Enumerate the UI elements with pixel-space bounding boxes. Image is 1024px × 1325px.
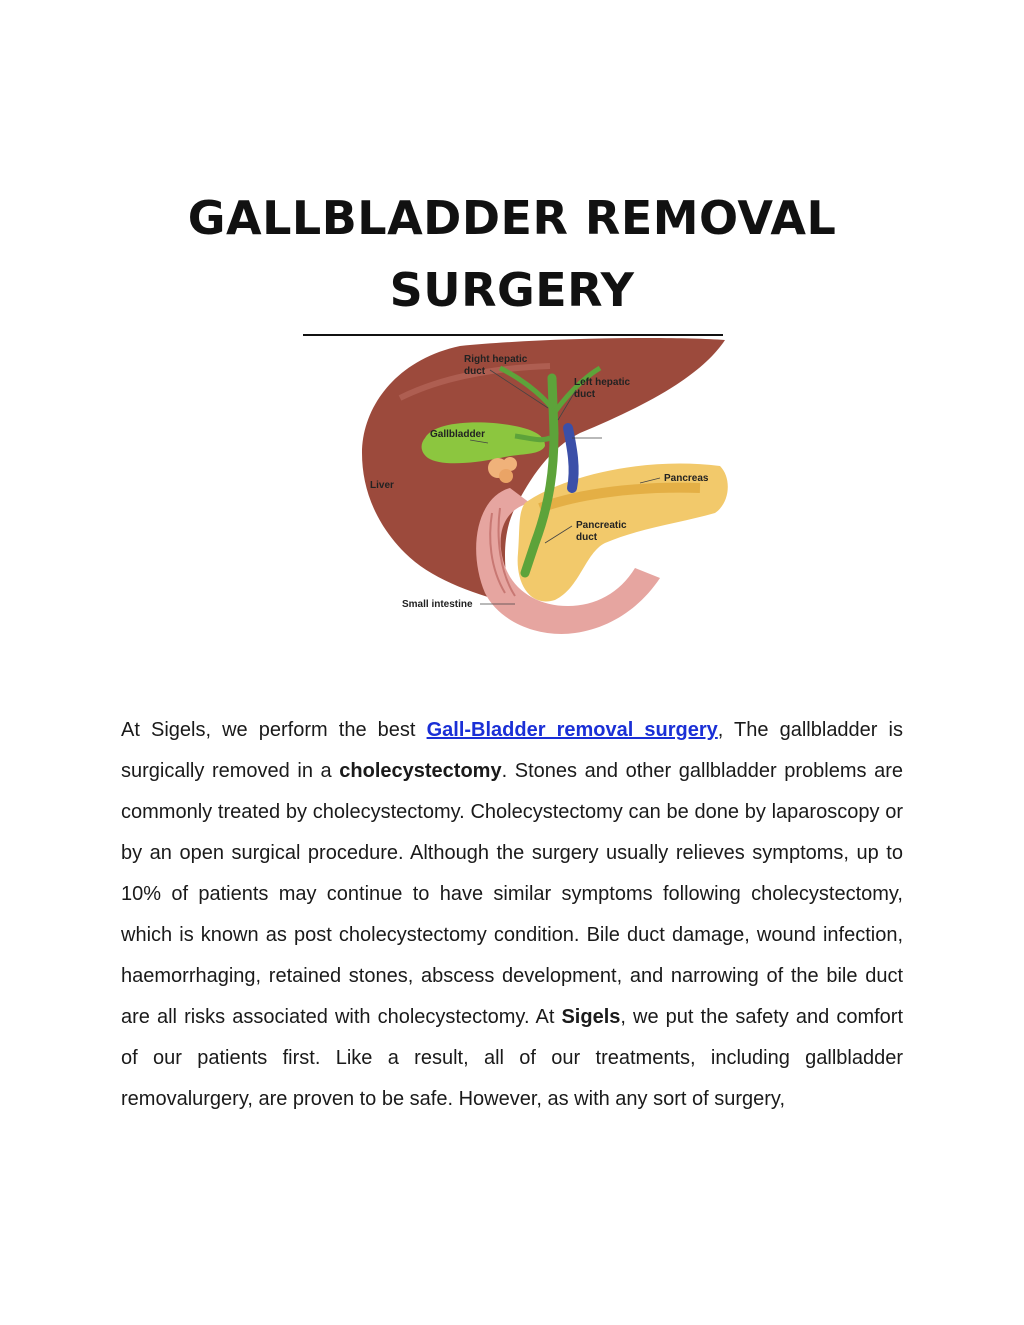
label-left-hepatic-duct-2: duct	[574, 389, 596, 400]
paragraph-text-4: , we put the safety and comfort of our patients first. Like a result, all of our treatments, including gallbladder removalurgery, are proven to be safe. However, as with any sort of surgery,	[121, 1006, 904, 1110]
page-title	[0, 182, 1024, 326]
gallbladder-removal-surgery-link[interactable]: Gall-Bladder removal surgery	[426, 719, 718, 741]
title-line-1: GALLBLADDER REMOVAL	[187, 191, 837, 245]
title-line-2: SURGERY	[389, 263, 635, 317]
label-small-intestine: Small intestine	[402, 599, 473, 610]
label-gallbladder: Gallbladder	[430, 429, 486, 440]
cholecystectomy-term: cholecystectomy	[339, 760, 502, 782]
label-pancreatic-duct-1: Pancreatic	[576, 520, 627, 531]
label-liver: Liver	[370, 480, 394, 491]
paragraph-text-3: . Stones and other gallbladder problems are commonly treated by cholecystectomy. Cholecystectomy can be done by laparoscopy or by an open surgical procedure. Although the surgery usually relieves symptoms, up to 10% of patients may continue to have similar symptoms following cholecystectomy, which is known as post cholecystectomy condition. Bile duct damage, wound infection, haemorrhaging, retained stones, abscess development, and narrowing of the bile duct are all risks associated with cholecystectomy. At	[121, 760, 903, 1028]
label-pancreatic-duct-2: duct	[576, 532, 598, 543]
body-paragraph	[121, 710, 903, 1120]
title-underline	[303, 334, 723, 336]
label-pancreas: Pancreas	[664, 473, 709, 484]
paragraph-text-1: At Sigels, we perform the best	[121, 719, 427, 741]
sigels-name: Sigels	[561, 1006, 621, 1028]
label-right-hepatic-duct-2: duct	[464, 366, 486, 377]
paragraph-text-2: , The gallbladder is surgically removed in a	[121, 719, 904, 782]
label-left-hepatic-duct-1: Left hepatic	[574, 377, 631, 388]
gallbladder-anatomy-illustration	[340, 338, 740, 658]
label-right-hepatic-duct-1: Right hepatic	[464, 354, 528, 365]
